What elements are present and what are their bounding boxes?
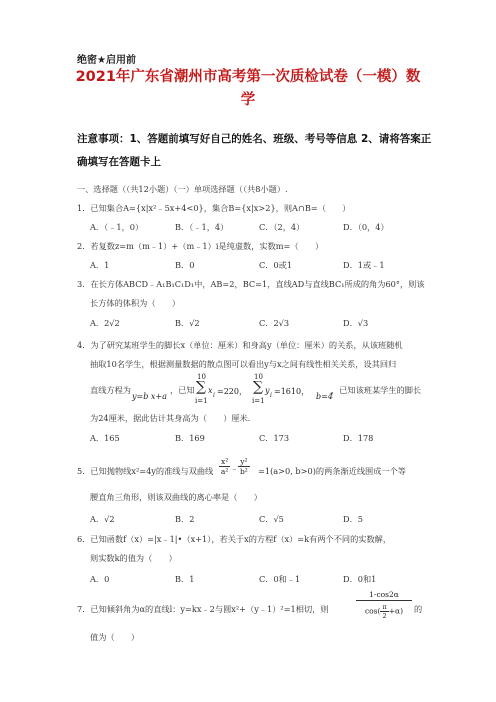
q5-option-c: C．√5 <box>259 514 284 524</box>
q7-stem-line1-end: 的 <box>414 604 423 614</box>
q1-option-c: C．（2，4） <box>259 222 305 232</box>
q4-given-label: ，已知 <box>170 385 195 395</box>
q4-stem-line4: 为24厘米，据此估计其身高为（ ）厘米. <box>90 413 251 423</box>
q2-option-c: C．0或1 <box>259 260 293 270</box>
q1-option-d: D．（0，4） <box>343 222 389 232</box>
q5-stem-line1-start: 5．已知抛物线x²=4y的准线与双曲线 <box>77 466 214 476</box>
q2-option-a: A．1 <box>90 260 110 270</box>
q5-option-b: B．2 <box>175 514 195 524</box>
q7-fraction-expression <box>356 590 412 620</box>
q2-stem: 2．若复数z=m（m﹣1）+（m﹣1）i是纯虚数，实数m=（ ） <box>77 241 324 251</box>
q7-stem-line1-start: 7．已知倾斜角为α的直线l：y=kx﹣2与圆x²+（y﹣1）²=1相切，则 <box>77 604 329 614</box>
notice-line1: 注意事项：1、答题前填写好自己的姓名、班级、考号等信息 2、请将答案正 <box>77 133 432 145</box>
q6-option-b: B．1 <box>175 574 195 584</box>
q4-sum1-term: x <box>208 386 213 395</box>
q3-stem-line2: 长方体的体积为（ ） <box>90 298 181 308</box>
q4-stem-line3-end: ，已知该班某学生的脚长 <box>331 385 422 395</box>
q4-sum2-lower-limit: i=1 <box>252 397 265 405</box>
q4-stem-line3-start: 直线方程为 <box>90 385 131 395</box>
section-heading: 一、选择题（（共12小题）（一）单项选择题（（共8小题）. <box>77 184 288 194</box>
q1-option-a: A．（﹣1，0） <box>90 222 144 232</box>
q4-stem-line1: 4．为了研究某班学生的脚长x（单位：厘米）和身高y（单位：厘米）的关系，从该班随机 <box>77 340 403 350</box>
notice-line2: 确填写在答题卡上 <box>77 156 161 168</box>
q4-sum2-upper-limit: 10 <box>254 373 263 381</box>
q3-option-d: D．√3 <box>343 318 369 328</box>
q5-fraction-x: $\frac{\text{x²}}{\text{a²}}$ <box>220 457 229 476</box>
q5-option-d: D．5 <box>343 514 363 524</box>
q4-sum2-value: =1610， <box>274 387 310 396</box>
q3-option-c: C．2√3 <box>259 318 290 328</box>
q4-option-a: A．165 <box>90 433 120 443</box>
q4-slope-value: b=4 <box>316 392 333 401</box>
q4-stem-line2: 抽取10名学生，根据测量数据的散点图可以看出y与x之间有线性相关关系，设其回归 <box>90 359 397 369</box>
q2-option-d: D．1或﹣1 <box>343 260 385 270</box>
q5-fraction-y: $\frac{\text{y²}}{\text{b²}}$ <box>239 457 248 476</box>
q3-option-a: A．2√2 <box>90 318 120 328</box>
q1-stem: 1．已知集合A={x|x²﹣5x+4<0}，集合B={x|x>2}，则A∩B=（ ） <box>77 203 351 213</box>
q4-sum1-index: i <box>213 392 215 399</box>
q7-fraction-denominator: cos( $\frac{\pi}{2}$ +α) <box>364 603 404 620</box>
q3-option-b: B．√2 <box>175 318 200 328</box>
q6-option-c: C．0和﹣1 <box>259 574 301 584</box>
q4-sum1-upper-limit: 10 <box>197 373 206 381</box>
q4-sum1-lower-limit: i=1 <box>195 397 208 405</box>
q7-fraction-numerator: 1-cos2α <box>356 590 412 601</box>
q4-option-d: D．178 <box>343 433 374 443</box>
q4-option-c: C．173 <box>259 433 290 443</box>
q6-stem-line1: 6．已知函数f（x）=|x﹣1|•（x+1），若关于x的方程f（x）=k有两个不同的实数解， <box>77 534 392 544</box>
sigma-icon: ∑ <box>253 379 263 395</box>
q4-sum2-term: y <box>265 386 270 395</box>
q5-stem-line1-end: =1(a>0, b>0)的两条渐近线围成一个等 <box>258 466 406 476</box>
q1-option-b: B．（﹣1，4） <box>175 222 229 232</box>
q4-sum1-value: =220， <box>217 387 247 396</box>
q5-hyperbola-equation: $\frac{\text{x²}}{\text{a²}}$ ﹣ $\frac{\text{y²}}{\text{b²}}$ <box>220 457 248 476</box>
q4-sum2-index: i <box>270 392 272 399</box>
q3-stem-line1: 3．在长方体ABCD﹣A₁B₁C₁D₁中，AB=2，BC=1，直线AD与直线BC₁所成的角为60°，则该 <box>77 279 425 289</box>
q6-option-a: A．0 <box>90 574 110 584</box>
q7-stem-line2: 值为（ ） <box>90 632 140 642</box>
exam-title-line2: 学 <box>240 92 256 108</box>
q6-option-d: D．0和1 <box>343 574 377 584</box>
exam-title-line1: 2021年广东省潮州市高考第一次质检试卷（一模）数 <box>75 69 421 85</box>
q4-option-b: B．169 <box>175 433 205 443</box>
q2-option-b: B．0 <box>175 260 195 270</box>
confidential-label: 绝密★启用前 <box>77 55 136 66</box>
sigma-icon: ∑ <box>196 379 206 395</box>
q4-regression-equation: y=b x+a <box>132 392 167 401</box>
q6-stem-line2: 则实数k的值为（ ） <box>90 553 177 563</box>
q5-stem-line2: 腰直角三角形，则该双曲线的离心率是（ ） <box>90 492 262 502</box>
q5-option-a: A．√2 <box>90 514 115 524</box>
